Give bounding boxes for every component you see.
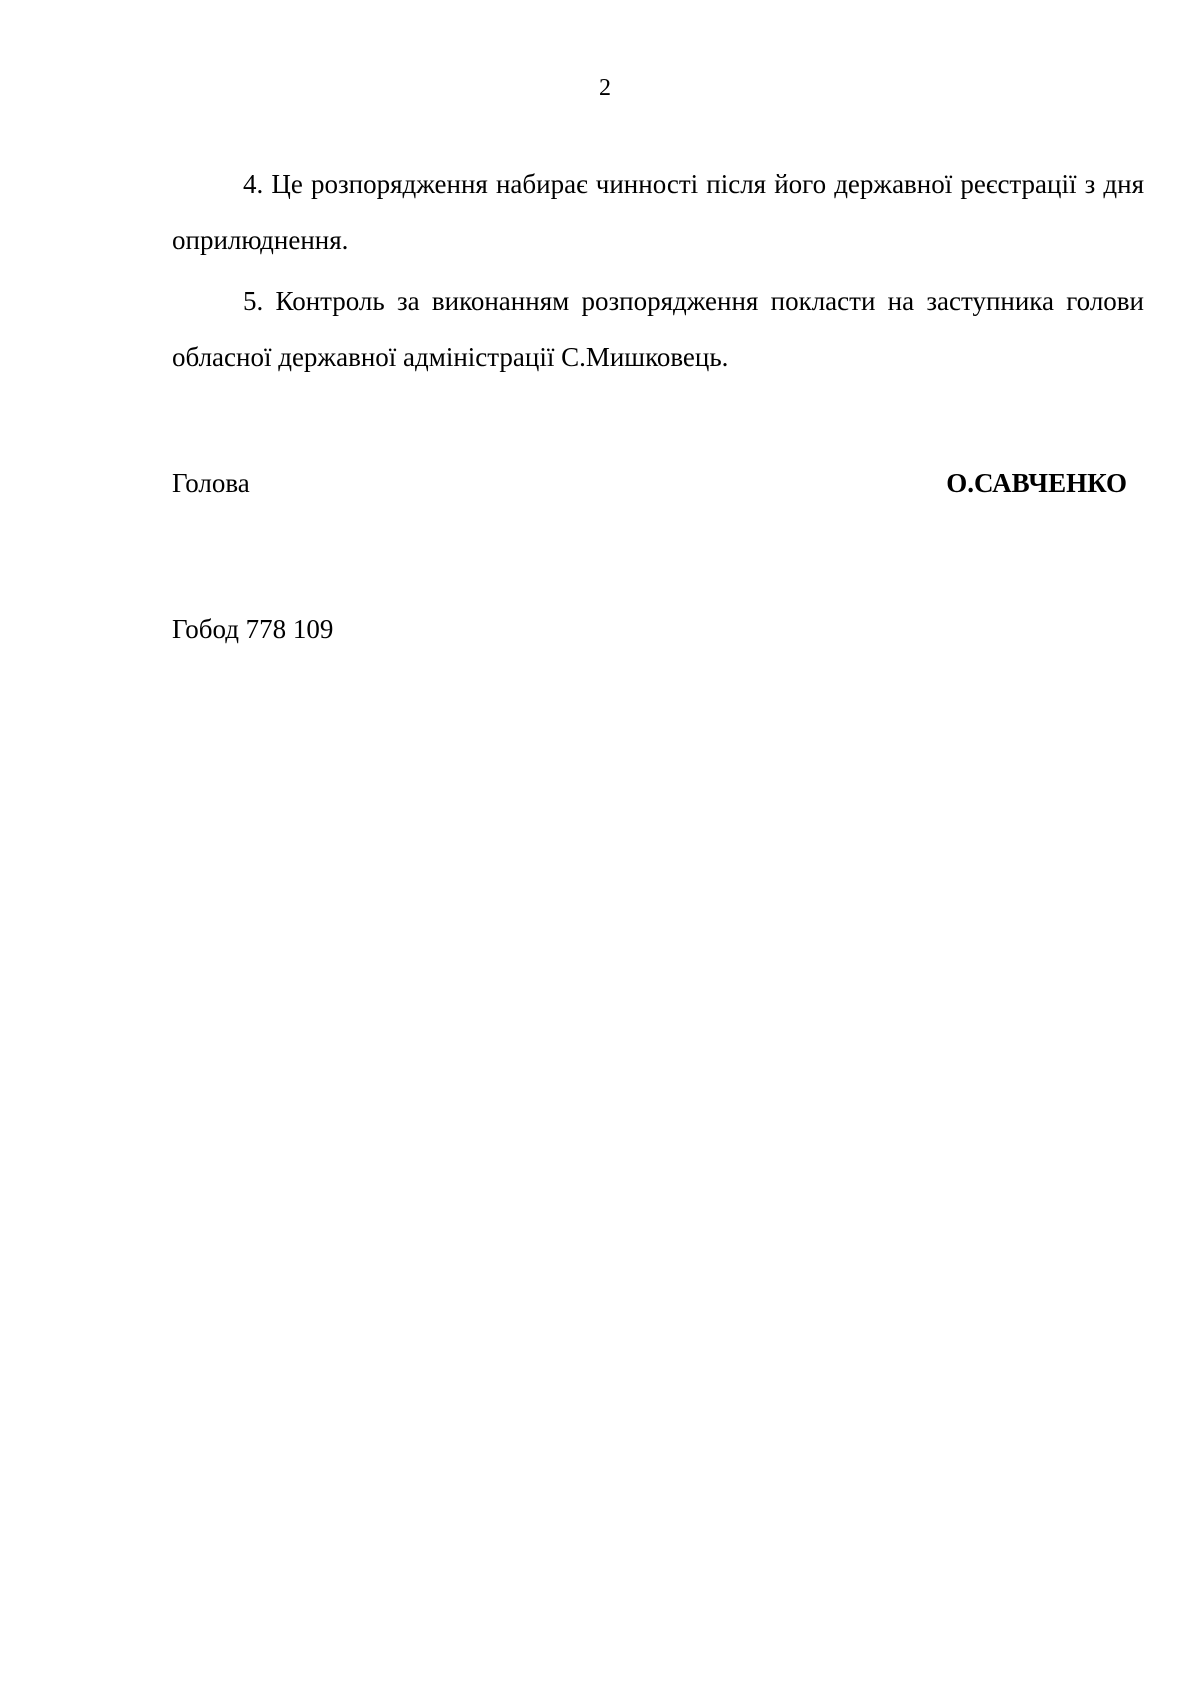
paragraph-item-5: 5. Контроль за виконанням розпорядження покласти на заступника голови обласної державної адміністрації С.Мишковець. (172, 286, 1144, 372)
executor-note: Гобод 778 109 (172, 614, 334, 644)
paragraph-item-4: 4. Це розпорядження набирає чинності після його державної реєстрації з дня оприлюднення. (172, 169, 1144, 255)
page-number: 2 (599, 75, 611, 101)
signatory-name: О.САВЧЕНКО (946, 468, 1127, 498)
document-body (172, 156, 1144, 385)
signature-block (172, 465, 1127, 505)
signatory-position: Голова (172, 468, 250, 498)
